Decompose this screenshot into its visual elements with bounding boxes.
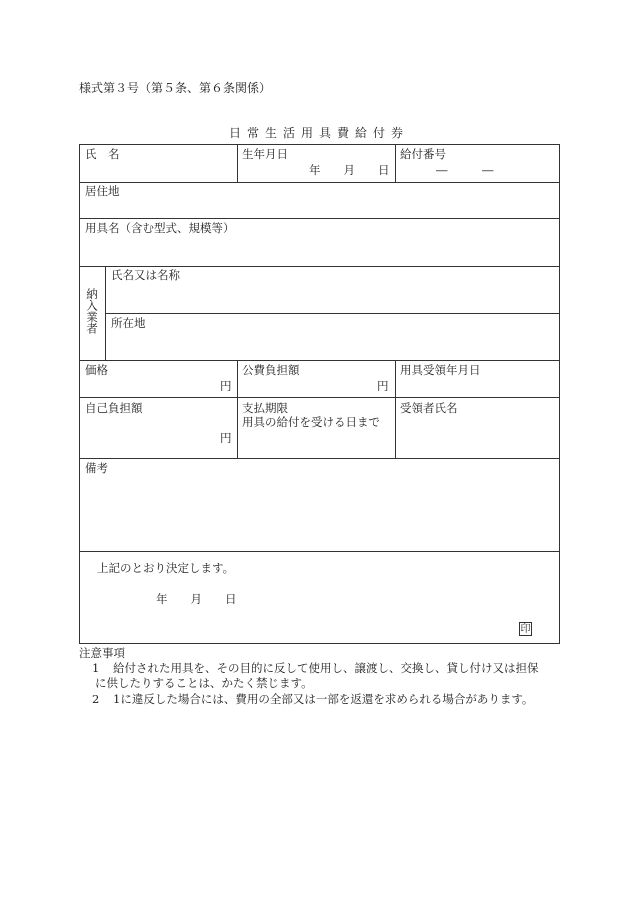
name-label: 氏 名: [85, 147, 120, 161]
supplier-address-label: 所在地: [111, 316, 146, 330]
supplier-label: 納入業者: [85, 288, 99, 334]
rule-row1: [80, 182, 559, 183]
seal-stamp: 印: [520, 624, 531, 635]
equipment-name-label: 用具名（含む型式、規模等）: [85, 221, 235, 235]
form-grid: [79, 144, 560, 644]
self-burden-yen: 円: [220, 431, 232, 445]
remarks-label: 備考: [85, 461, 108, 475]
rule-row7: [80, 551, 559, 552]
self-burden-label: 自己負担額: [85, 401, 143, 415]
price-yen: 円: [220, 379, 232, 393]
rule-col1-price: [237, 360, 238, 458]
document-title: 日常生活用具費給付券: [228, 126, 409, 140]
note-1-number: 1: [92, 661, 100, 675]
receipt-date-label: 用具受領年月日: [400, 363, 481, 377]
public-burden-yen: 円: [377, 379, 389, 393]
decision-text: 上記のとおり決定します。: [97, 561, 235, 575]
payment-deadline-note: 用具の給付を受ける日まで: [242, 415, 380, 429]
note-2-line1: 1に違反した場合には、費用の全部又は一部を返還を求められる場合があります。: [113, 692, 534, 706]
note-1-line1: 給付された用具を、その目的に反して使用し、譲渡し、交換し、貸し付け又は担保: [113, 661, 539, 675]
rule-supplier-mid: [105, 313, 559, 314]
note-1-line2: に供したりすることは、かたく禁じます。: [95, 676, 313, 690]
rule-row3: [80, 266, 559, 267]
public-burden-label: 公費負担額: [242, 363, 300, 377]
note-2-number: 2: [92, 692, 100, 706]
rule-col2-price: [395, 360, 396, 458]
birthdate-label: 生年月日: [242, 147, 288, 161]
supplier-name-label: 氏名又は名称: [111, 268, 180, 282]
rule-col2-top: [395, 145, 396, 182]
recipient-name-label: 受領者氏名: [400, 401, 458, 415]
rule-row6: [80, 458, 559, 459]
notes-title: 注意事項: [79, 646, 125, 660]
payment-deadline-label: 支払期限: [242, 401, 288, 415]
rule-row5: [80, 397, 559, 398]
price-label: 価格: [85, 363, 108, 377]
birthdate-units: 年 月 日: [309, 163, 390, 177]
rule-row2: [80, 218, 559, 219]
grant-number-format: ― ―: [436, 163, 494, 177]
rule-supplier-label: [105, 266, 106, 360]
rule-row4: [80, 360, 559, 361]
grant-number-label: 給付番号: [400, 147, 446, 161]
form-number: 様式第３号（第５条、第６条関係）: [79, 81, 272, 95]
address-label: 居住地: [85, 184, 120, 198]
decision-date: 年 月 日: [156, 592, 237, 606]
rule-col1-top: [237, 145, 238, 182]
